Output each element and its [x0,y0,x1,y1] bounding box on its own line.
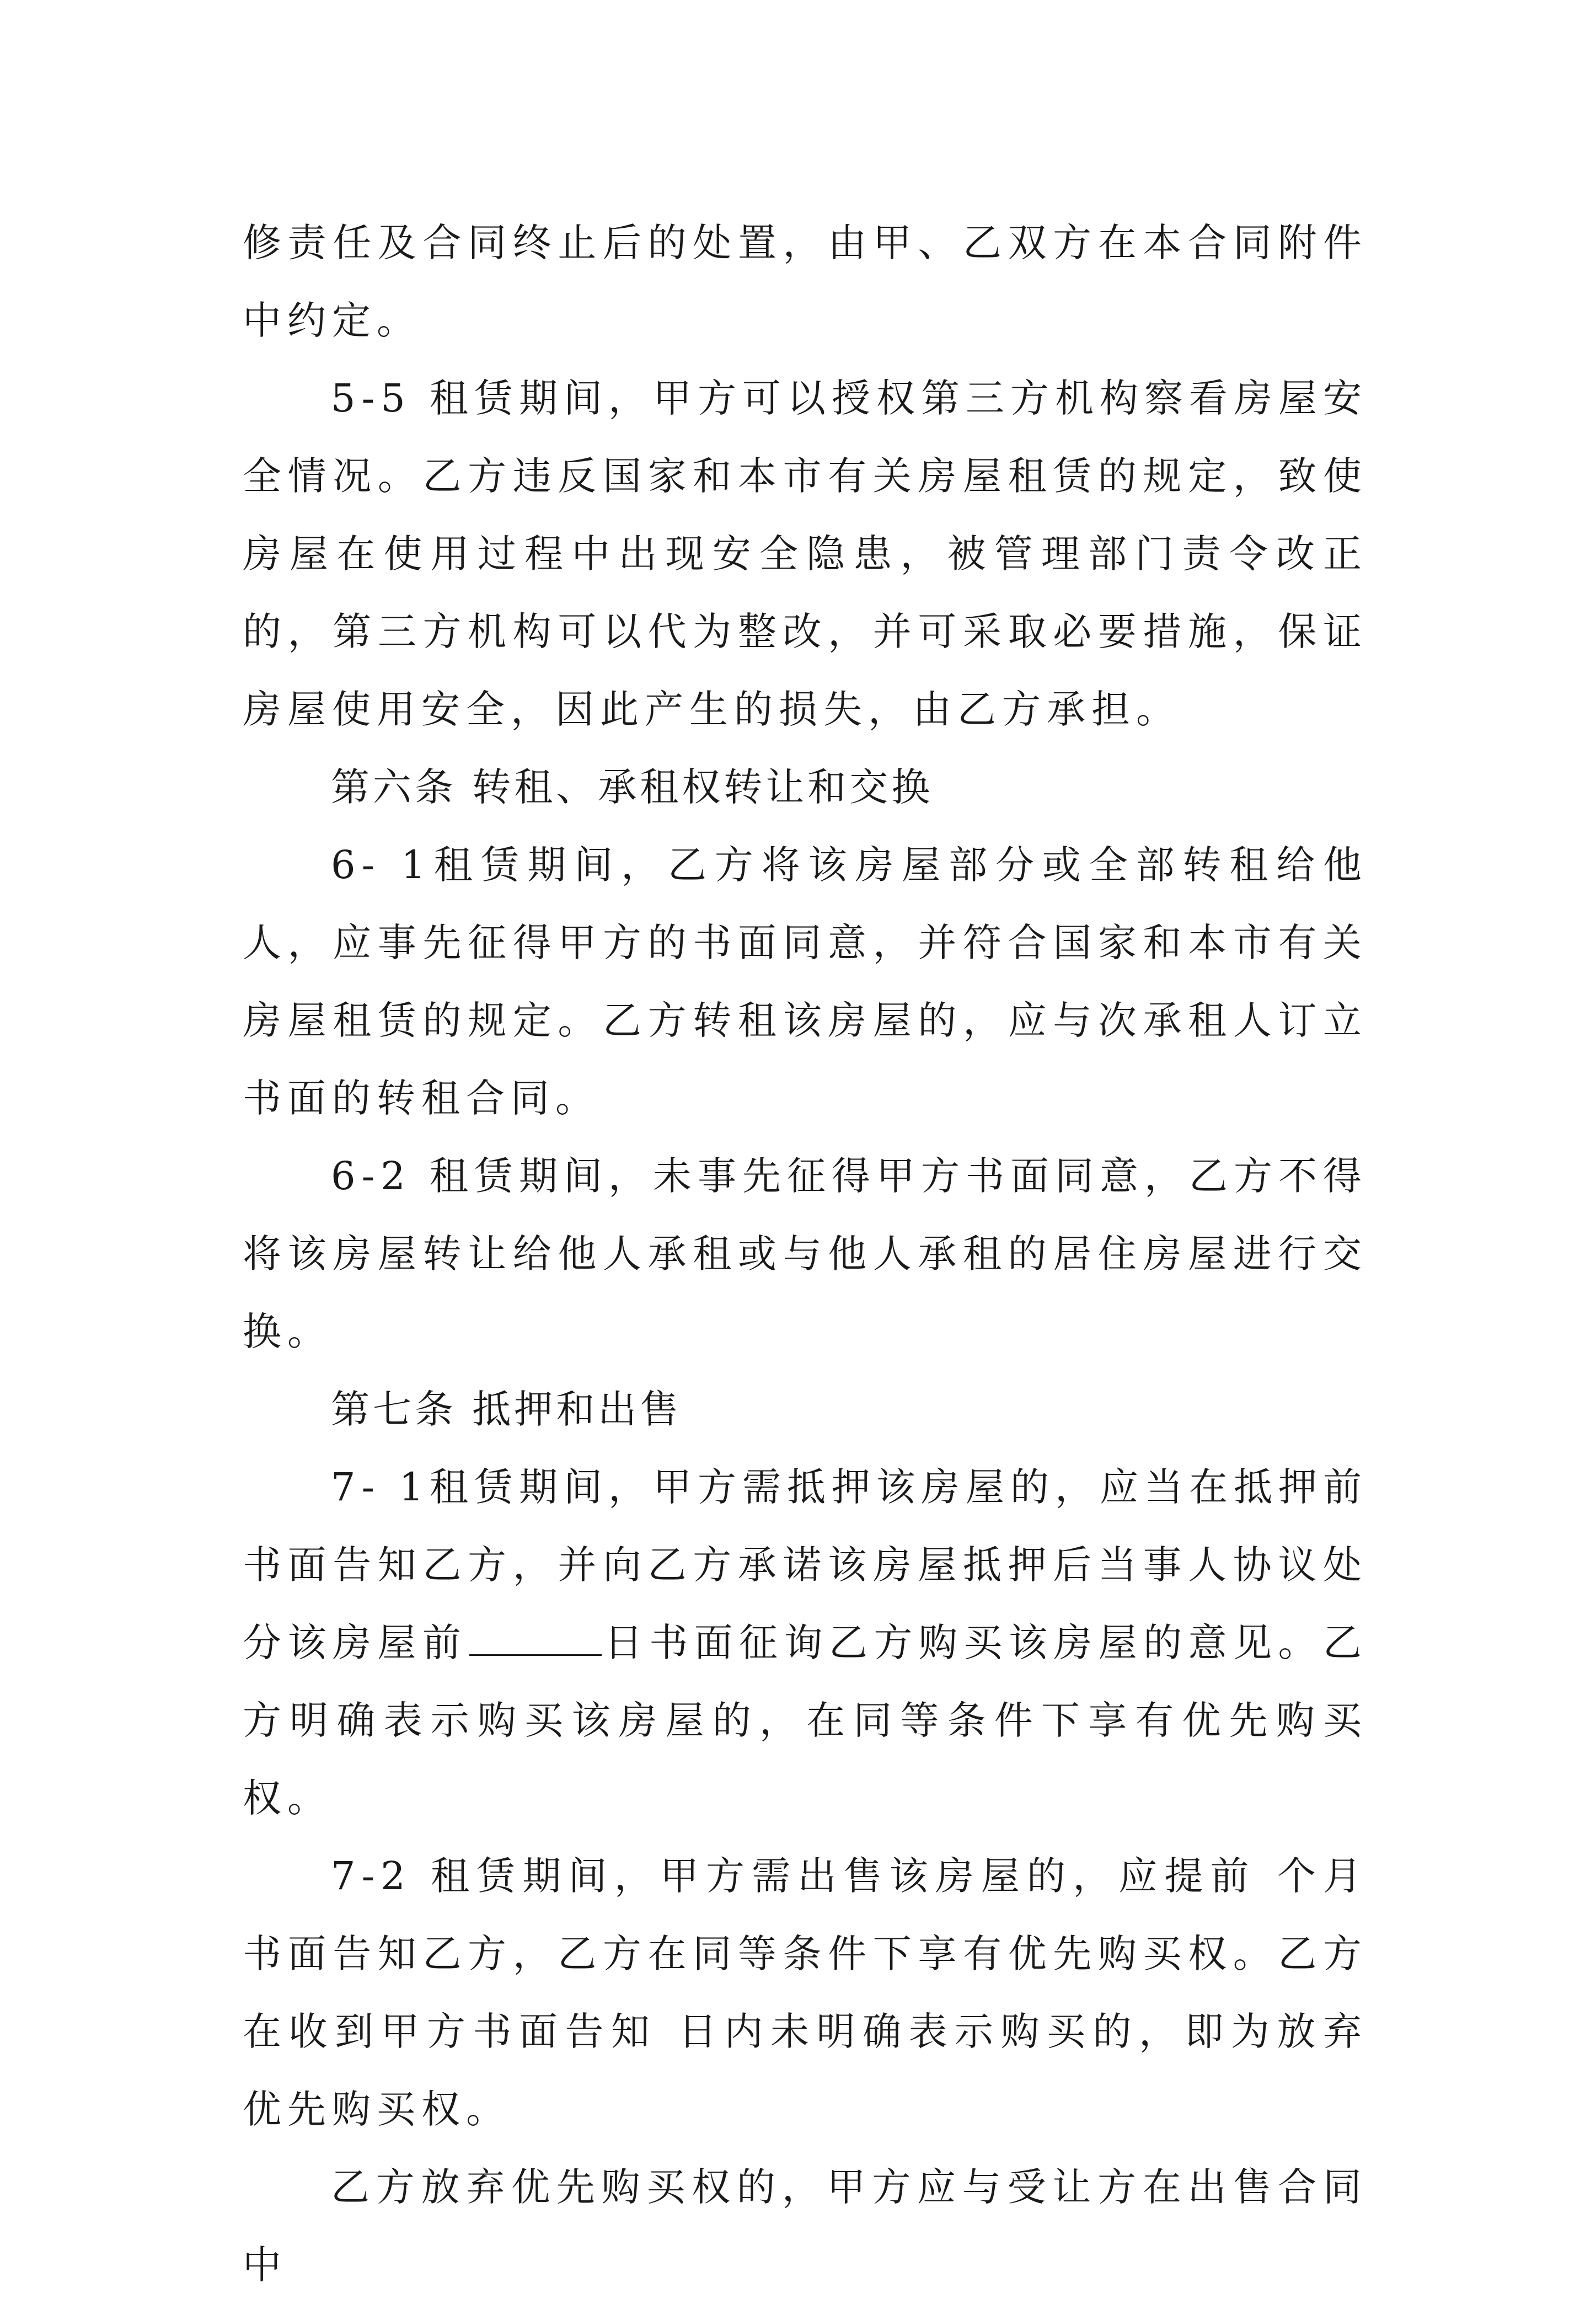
article-6-heading: 第六条 转租、承租权转让和交换 [331,765,934,810]
paragraph-6-1: 6- 1租赁期间，乙方将该房屋部分或全部转租给他人，应事先征得甲方的书面同意，并符合国家和本市有关房屋租赁的规定。乙方转租该房屋的，应与次承租人订立书面的转租合同。 [243,842,1368,1121]
paragraph-7-2-part-a: 7-2 租赁期间，甲方需出售该房屋的，应提前 [331,1853,1256,1899]
paragraph-5-5: 5-5 租赁期间，甲方可以授权第三方机构察看房屋安全情况。乙方违反国家和本市有关房屋租赁的规定，致使房屋在使用过程中出现安全隐患，被管理部门责令改正的，第三方机构可以代为整改，并可采取必要措施，保证房屋使用安全，因此产生的损失，由乙方承担。 [243,376,1368,732]
paragraph-7-1 [243,1448,1368,1837]
paragraph-waiver: 乙方放弃优先购买权的，甲方应与受让方在出售合同中 [243,2164,1368,2287]
paragraph-6-2: 6-2 租赁期间，未事先征得甲方书面同意，乙方不得将该房屋转让给他人承租或与他人承租的居住房屋进行交换。 [243,1153,1368,1354]
document-body [243,204,1368,2304]
paragraph-7-2-part-b: 个月书面告知乙方，乙方在同等条件下享有优先购买权。乙方在收到甲方书面告知 [243,1853,1368,2054]
paragraph-7-2-part-c: 日内未明确表示购买的，即为放弃优先购买权。 [243,2009,1368,2132]
fill-in-blank-days [469,1621,602,1656]
paragraph-7-1-part-a: 7- 1租赁期间，甲方需抵押该房屋的，应当在抵押前书面告知乙方，并向乙方承诺该房屋抵押后当事人协议处分该房屋前 [243,1464,1368,1665]
paragraph-7-1-part-b: 日书面征询乙方购买该房屋的意见。乙方明确表示购买该房屋的，在同等条件下享有优先购买权。 [243,1620,1368,1821]
article-7-heading: 第七条 抵押和出售 [331,1387,682,1432]
paragraph-7-2 [243,1837,1368,2148]
paragraph-continuation: 修责任及合同终止后的处置，由甲、乙双方在本合同附件中约定。 [243,220,1368,343]
